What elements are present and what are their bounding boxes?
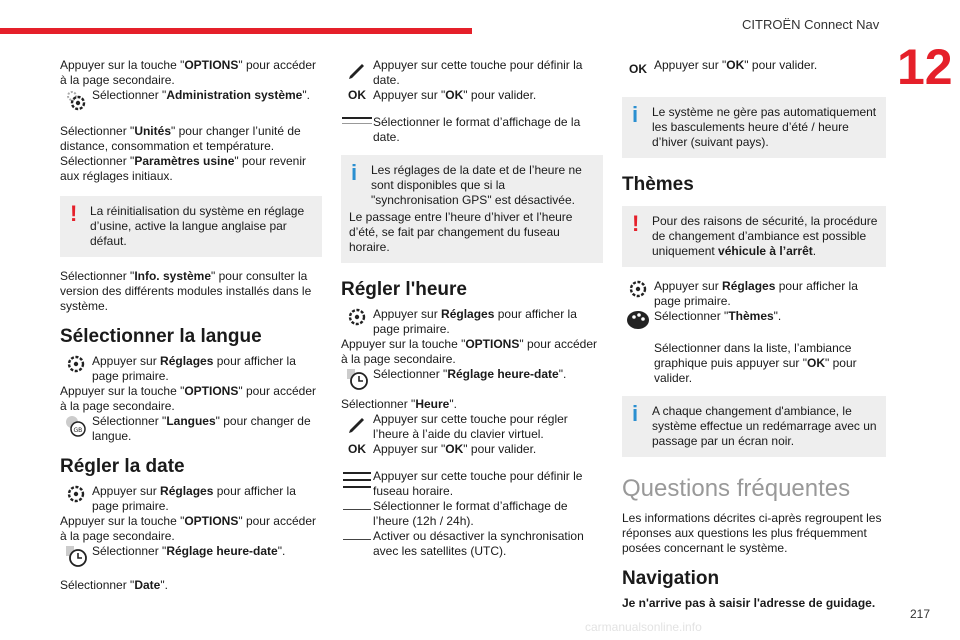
section-heading-langue: Sélectionner la langue bbox=[60, 326, 262, 347]
section-heading-themes: Thèmes bbox=[622, 174, 694, 195]
sync-line-icon bbox=[343, 539, 371, 540]
warning-box: ! La réinitialisation du système en réglage d’usine, active la langue anglaise par défaut. bbox=[60, 196, 322, 257]
ok-icon: OK bbox=[348, 88, 366, 102]
format-line-icon bbox=[343, 509, 371, 510]
chapter-number: 12 bbox=[897, 39, 953, 95]
gear-icon bbox=[628, 279, 648, 299]
ok-icon: OK bbox=[348, 442, 366, 456]
list-icon bbox=[343, 469, 371, 491]
info-icon: i bbox=[632, 102, 639, 127]
section-heading-questions: Questions fréquentes bbox=[622, 475, 851, 502]
clock-date-icon bbox=[64, 544, 88, 568]
instruction: Sélectionner "Administration système". bbox=[60, 88, 322, 114]
top-accent-bar bbox=[0, 28, 472, 34]
gear-icon bbox=[66, 354, 86, 374]
info-box: i A chaque changement d'ambiance, le système effectue un redémarrage avec un passage par un écran noir. bbox=[622, 396, 886, 457]
info-icon: i bbox=[632, 401, 639, 426]
warning-icon: ! bbox=[632, 211, 640, 236]
format-bar-icon bbox=[342, 115, 372, 127]
watermark: carmanualsonline.info bbox=[585, 620, 702, 634]
pencil-icon bbox=[346, 58, 368, 80]
warning-icon: ! bbox=[70, 201, 78, 226]
warning-box: ! Pour des raisons de sécurité, la procédure de changement d’ambiance est possible uniquement véhicule à l’arrêt. bbox=[622, 206, 886, 267]
gear-icon bbox=[347, 307, 367, 327]
header-title: CITROËN Connect Nav bbox=[742, 17, 880, 32]
section-heading-date: Régler la date bbox=[60, 456, 185, 477]
column-3: OK Appuyer sur "OK" pour valider. i Le système ne gère pas automatiquement les basculements heure d’été / heure d’hiver (suivant pays). Thèmes ! Pour des raisons de sécurité, la procédure de changement d’ambiance est possible uniquement véhicule à l’arrêt. Appuyer sur Réglages pour afficher la page primaire. Sélectionner "Thèmes". Sélectionner dans la liste, l’ambiance graphique puis appuyer sur "OK" pour valider. i A chaque changement d'ambiance, le système effectue un redémarrage avec un passage par un écran noir. Questions fréquentes Les informations décrites ci-après regroupent les réponses aux questions les plus fréquemment posées concernant le système. Navigation Je n'arrive pas à saisir l'adresse de guidage. bbox=[622, 58, 886, 611]
pencil-icon bbox=[346, 412, 368, 434]
svg-text:GB: GB bbox=[73, 427, 83, 434]
palette-icon bbox=[625, 309, 651, 331]
section-heading-navigation: Navigation bbox=[622, 568, 720, 589]
clock-date-icon bbox=[345, 367, 369, 391]
info-box: i Les réglages de la date et de l’heure ne sont disponibles que si la "synchronisation GPS" est désactivée. Le passage entre l’heure d’hiver et l’heure d’été, se fait par changement du fuseau horaire. bbox=[341, 155, 603, 263]
gear-settings-icon bbox=[63, 88, 89, 114]
paragraph: Appuyer sur la touche "OPTIONS" pour accéder à la page secondaire. bbox=[60, 58, 316, 87]
gear-icon bbox=[66, 484, 86, 504]
info-box: i Le système ne gère pas automatiquement les basculements heure d’été / heure d’hiver (suivant pays). bbox=[622, 97, 886, 158]
language-flags-icon bbox=[63, 414, 89, 438]
section-heading-heure: Régler l'heure bbox=[341, 279, 467, 300]
info-icon: i bbox=[351, 160, 358, 185]
column-1: Appuyer sur la touche "OPTIONS" pour accéder à la page secondaire. Sélectionner "Administration système". Sélectionner "Unités" pour changer l’unité de distance, consommation et température. Sélectionner "Paramètres usine" pour revenir aux réglages initiaux. ! La réinitialisation du système en réglage d’usine, active la langue anglaise par défaut. Sélectionner "Info. système" pour consulter la version des différents modules installés dans le système. Sélectionner la langue Appuyer sur Réglages pour afficher la page primaire. Appuyer sur la touche "OPTIONS" pour accéder à la page secondaire. GB Sélectionner "Langues" pour changer de langue. Régler la date Appuyer sur Réglages pour afficher la page primaire. Appuyer sur la touche "OPTIONS" pour accéder à la page secondaire. Sélectionner "Réglage heure-date". Sélectionner "Date". bbox=[60, 58, 322, 593]
column-2: Appuyer sur cette touche pour définir la date. OK Appuyer sur "OK" pour valider. Sélectionner le format d’affichage de la date. i Les réglages de la date et de l’heure ne sont disponibles que si la "synchronisation GPS" est désactivée. Le passage entre l’heure d’hiver et l’heure d’été, se fait par changement du fuseau horaire. Régler l'heure Appuyer sur Réglages pour afficher la page primaire. Appuyer sur la touche "OPTIONS" pour accéder à la page secondaire. Sélectionner "Réglage heure-date". Sélectionner "Heure". Appuyer sur cette touche pour régler l’heure à l’aide du clavier virtuel. OK Appuyer sur "OK" pour valider. Appuyer sur cette touche pour définir le fuseau horaire. Sélectionner le format d’affichage de l’heure (12h / 24h). Activer ou désactiver la synchronisation avec les satellites (UTC). bbox=[341, 58, 603, 559]
page-number: 217 bbox=[910, 607, 931, 621]
ok-icon: OK bbox=[629, 62, 647, 76]
